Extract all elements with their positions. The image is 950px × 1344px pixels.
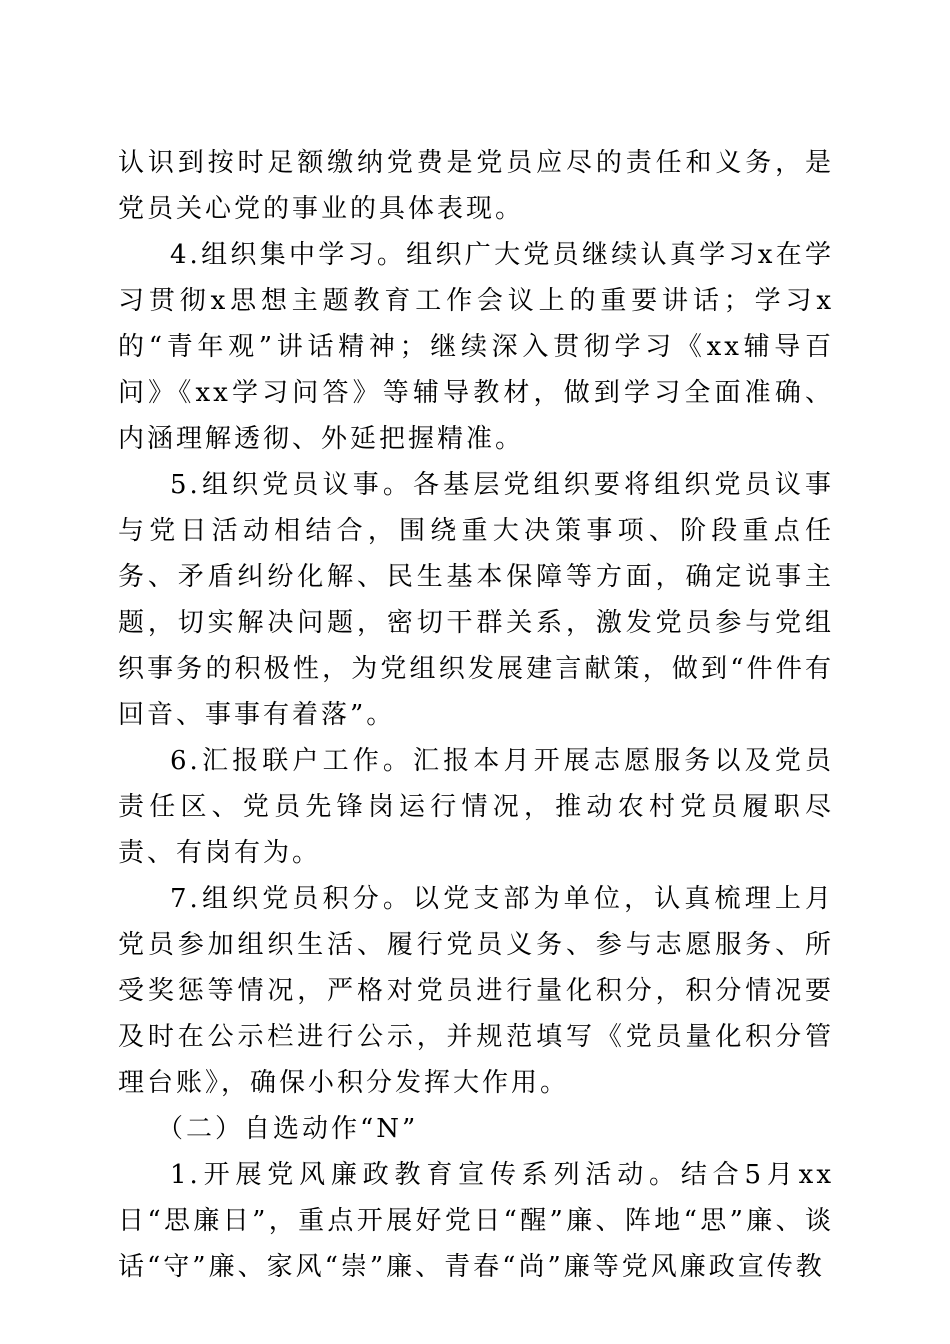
paragraph-item-n1: 1.开展党风廉政教育宣传系列活动。结合5月xx日“思廉日”，重点开展好党日“醒”廉、阵地“思”廉、谈话“守”廉、家风“崇”廉、青春“尚”廉等党风廉政宣传教 xyxy=(118,1160,834,1282)
document-body xyxy=(118,140,834,1290)
paragraph-continuation: 认识到按时足额缴纳党费是党员应尽的责任和义务，是党员关心党的事业的具体表现。 xyxy=(118,148,834,224)
paragraph-item-6: 6.汇报联户工作。汇报本月开展志愿服务以及党员责任区、党员先锋岗运行情况，推动农村党员履职尽责、有岗有为。 xyxy=(118,746,834,868)
paragraph-item-4: 4.组织集中学习。组织广大党员继续认真学习x在学习贯彻x思想主题教育工作会议上的重要讲话；学习x的“青年观”讲话精神；继续深入贯彻学习《xx辅导百问》《xx学习问答》等辅导教材，做到学习全面准确、内涵理解透彻、外延把握精准。 xyxy=(118,240,834,454)
paragraph-item-5: 5.组织党员议事。各基层党组织要将组织党员议事与党日活动相结合，围绕重大决策事项、阶段重点任务、矛盾纠纷化解、民生基本保障等方面，确定说事主题，切实解决问题，密切干群关系，激发党员参与党组织事务的积极性，为党组织发展建言献策，做到“件件有回音、事事有着落”。 xyxy=(118,470,834,730)
paragraph-item-7: 7.组织党员积分。以党支部为单位，认真梳理上月党员参加组织生活、履行党员义务、参与志愿服务、所受奖惩等情况，严格对党员进行量化积分，积分情况要及时在公示栏进行公示，并规范填写《党员量化积分管理台账》，确保小积分发挥大作用。 xyxy=(118,884,834,1098)
section-heading: （二）自选动作“N” xyxy=(157,1114,419,1144)
